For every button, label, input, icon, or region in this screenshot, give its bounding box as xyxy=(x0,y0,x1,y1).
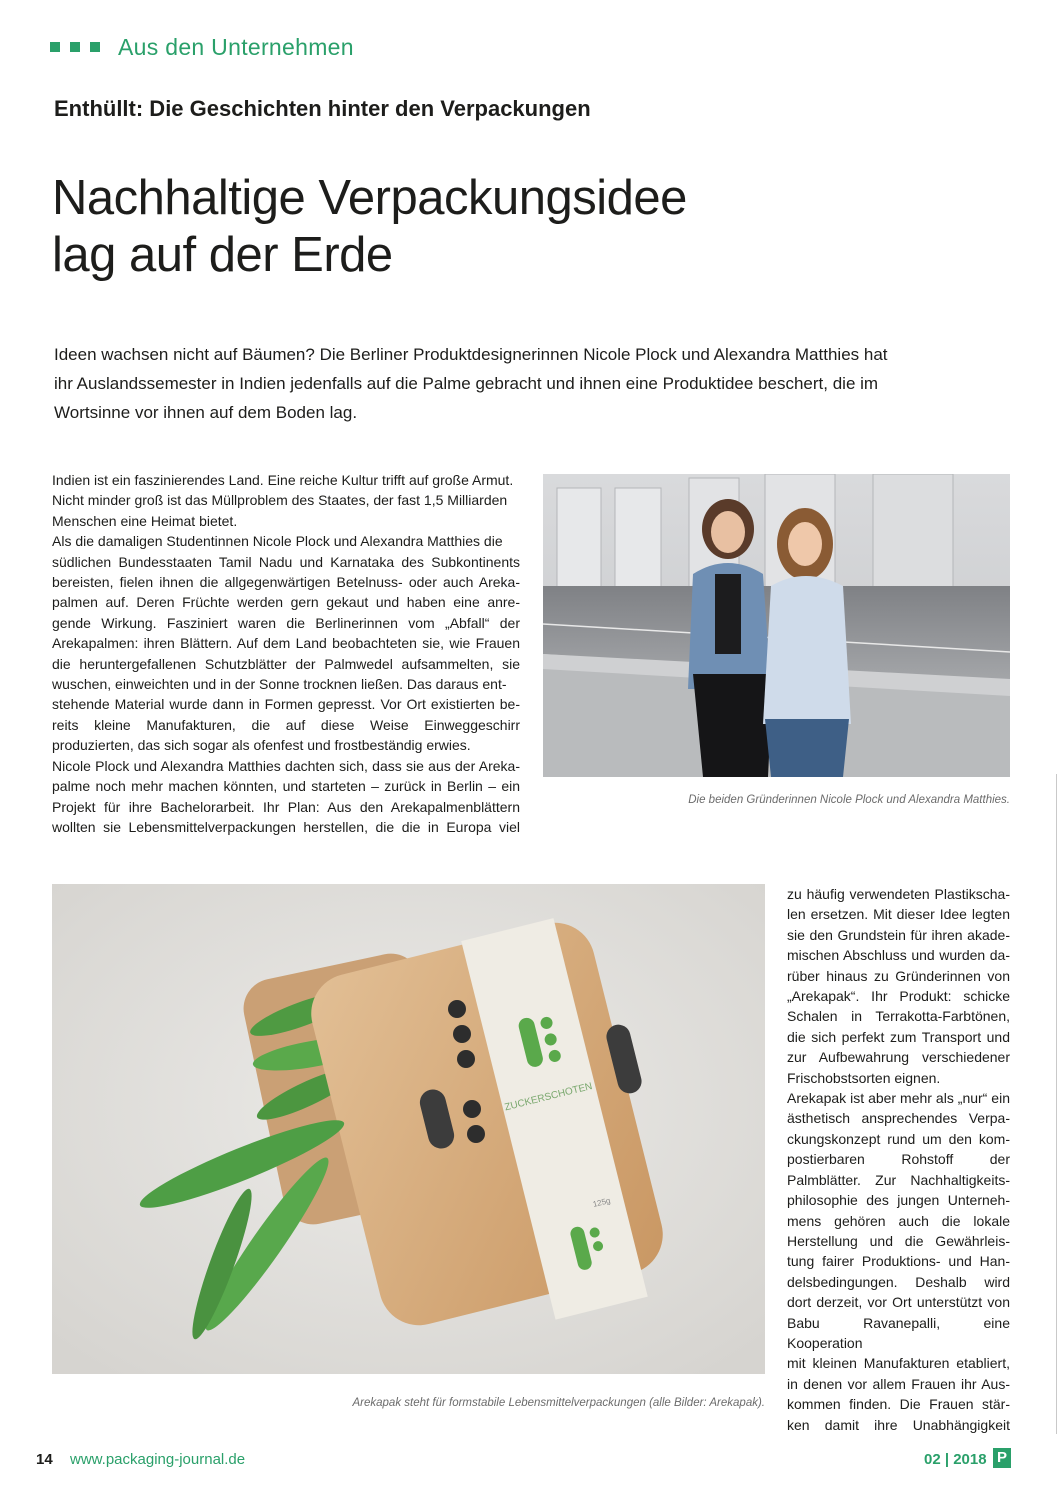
body-text-line: delsbedingungen. Deshalb wird xyxy=(787,1273,1010,1290)
body-text-line: sie den Grundstein für ihren akade- xyxy=(787,926,1010,943)
body-text-line: gende Wirkung. Fasziniert waren die Berlinerinnen vom „Abfall“ der xyxy=(52,614,520,631)
headline-line: lag auf der Erde xyxy=(52,228,393,282)
body-text-line: „Arekapak“. Ihr Produkt: schicke xyxy=(787,988,1010,1005)
body-text-line: Arekapalmen: ihren Blättern. Auf dem Land beobachteten sie, wie Frauen xyxy=(52,635,520,652)
product-photo xyxy=(52,884,765,1374)
body-text-line: Nicht minder groß ist das Müllproblem des Staates, der fast 1,5 Milliarden xyxy=(52,492,508,509)
journal-logo-icon: P xyxy=(993,1448,1011,1468)
body-text-line: die sich perfekt zum Transport und xyxy=(787,1028,1010,1045)
body-text-line: ästhetisch ansprechendes Verpa- xyxy=(787,1110,1010,1127)
body-text-line: philosophie des jungen Unterneh- xyxy=(787,1192,1010,1209)
founders-photo-caption: Die beiden Gründerinnen Nicole Plock und Alexandra Matthies. xyxy=(688,794,1010,806)
headline-line: Nachhaltige Verpackungsidee xyxy=(52,171,687,225)
body-text-line: ckungskonzept rund um den kom- xyxy=(787,1130,1010,1147)
package-label: ZUCKERSCHOTEN xyxy=(503,1080,594,1114)
body-text-line: palmen auf. Deren Früchte werden gern gekaut und haben eine anre- xyxy=(52,594,520,611)
page-number: 14 xyxy=(36,1451,53,1468)
section-marker-square xyxy=(50,42,60,52)
lead-line: Wortsinne vor ihnen auf dem Boden lag. xyxy=(54,403,358,422)
body-text-line: stehende Material wurde dann in Formen gepresst. Vor Ort existierten be- xyxy=(52,696,520,713)
founders-photo xyxy=(543,474,1010,777)
body-text-line: Babu Ravanepalli, eine Kooperation xyxy=(787,1314,1010,1351)
body-text-line: produzierten, das sich sogar als ofenfest und frostbeständig erwies. xyxy=(52,737,471,754)
body-text-line: bereisten, fielen ihnen die allgegenwärtigen Betelnuss- oder auch Areka- xyxy=(52,574,520,591)
body-text-line: Als die damaligen Studentinnen Nicole Plock und Alexandra Matthies die xyxy=(52,533,503,550)
issue-number: 02 | 2018 xyxy=(924,1451,987,1468)
page-edge-line xyxy=(1056,774,1057,1434)
body-text-line: in denen vor allem Frauen ihr Aus- xyxy=(787,1375,1010,1392)
product-photo-caption: Arekapak steht für formstabile Lebensmittelverpackungen (alle Bilder: Arekapak). xyxy=(352,1397,765,1409)
section-marker-square xyxy=(70,42,80,52)
lead-line: Ideen wachsen nicht auf Bäumen? Die Berliner Produktdesignerinnen Nicole Plock und Alexandra Matthies hat xyxy=(54,345,888,364)
body-text-line: mens gehören auch die lokale xyxy=(787,1212,1010,1229)
body-text-line: palme noch mehr machen könnten, und starteten – zurück in Berlin – ein xyxy=(52,778,520,795)
body-text-line: mischen Abschluss und wurden da- xyxy=(787,947,1010,964)
footer-url[interactable]: www.packaging-journal.de xyxy=(70,1451,246,1468)
section-label xyxy=(50,32,354,62)
body-column-right xyxy=(787,884,1010,1435)
section-title: Aus den Unternehmen xyxy=(118,33,354,60)
section-marker-square xyxy=(90,42,100,52)
body-text-line: Arekapak ist aber mehr als „nur“ ein xyxy=(787,1090,1010,1107)
body-text-line: wollten sie Lebensmittelverpackungen herstellen, die die in Europa viel xyxy=(52,818,520,835)
body-text-line: len ersetzen. Mit dieser Idee legten xyxy=(787,906,1010,923)
body-text-line: ken damit ihre Unabhängigkeit xyxy=(787,1416,1010,1433)
article-headline xyxy=(52,170,687,284)
body-text-line: kommen finden. Die Frauen stär- xyxy=(787,1396,1010,1413)
body-text-line: zur Aufbewahrung verschiedener xyxy=(787,1049,1010,1066)
article-lead xyxy=(54,340,894,427)
article-kicker: Enthüllt: Die Geschichten hinter den Verpackungen xyxy=(54,96,591,121)
body-text-line: Indien ist ein faszinierendes Land. Eine reiche Kultur trifft auf große Armut. xyxy=(52,472,514,488)
body-text-line: wuschen, einweichten und in der Sonne trocknen ließen. Das daraus ent- xyxy=(52,676,507,693)
body-text-line: Projekt für ihre Bachelorarbeit. Ihr Plan: Aus den Arekapalmenblättern xyxy=(52,798,520,815)
body-text-line: Palmblätter. Zur Nachhaltigkeits- xyxy=(787,1171,1010,1188)
body-text-line: Schalen in Terrakotta-Farbtönen, xyxy=(787,1008,1010,1025)
body-text-line: Frischobstsorten eignen. xyxy=(787,1069,941,1086)
body-text-line: Herstellung und die Gewährleis- xyxy=(787,1232,1010,1249)
body-text-line: rüber hinaus zu Gründerinnen von xyxy=(787,967,1010,984)
body-text-line: die heruntergefallenen Schutzblätter der Palmwedel aufsammelten, sie xyxy=(52,655,520,672)
body-text-line: postierbaren Rohstoff der xyxy=(787,1151,1010,1168)
body-text-line: südlichen Bundesstaaten Tamil Nadu und Karnataka des Subkontinents xyxy=(52,553,520,570)
body-text-line: dort derzeit, vor Ort unterstützt von xyxy=(787,1294,1010,1311)
body-column-left xyxy=(52,470,520,837)
body-text-line: zu häufig verwendeten Plastikscha- xyxy=(787,886,1010,902)
body-text-line: tung fairer Produktions- und Han- xyxy=(787,1253,1010,1270)
body-text-line: Menschen eine Heimat bietet. xyxy=(52,512,238,529)
body-text-line: mit kleinen Manufakturen etabliert, xyxy=(787,1355,1010,1372)
body-text-line: Nicole Plock und Alexandra Matthies dachten sich, dass sie aus der Areka- xyxy=(52,757,520,774)
package-weight: 125g xyxy=(591,1195,612,1209)
body-text-line: reits kleine Manufakturen, die auf diese Weise Einweggeschirr xyxy=(52,716,520,733)
lead-line: ihr Auslandssemester in Indien jedenfalls auf die Palme gebracht und ihnen eine Produktidee beschert, die im xyxy=(54,374,879,393)
